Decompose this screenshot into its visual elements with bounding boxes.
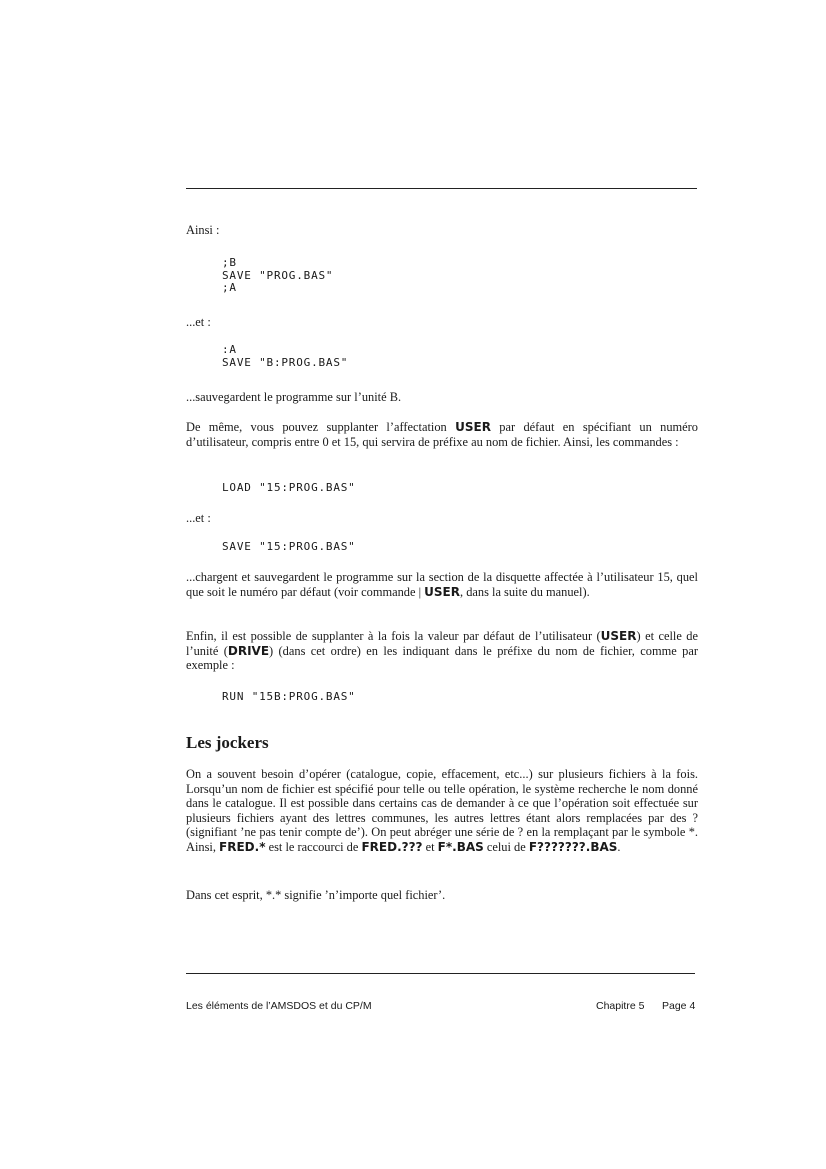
keyword-user: USER [600, 629, 637, 643]
code-line: ;B [222, 256, 237, 269]
paragraph-ainsi: Ainsi : [186, 223, 220, 237]
paragraph-sauvegardent: ...sauvegardent le programme sur l’unité B. [186, 390, 402, 404]
code-line: :A [222, 343, 237, 356]
code-line: SAVE "B:PROG.BAS" [222, 355, 349, 369]
paragraph-chargent: ...chargent et sauvegardent le programme sur la section de la disquette affectée à l’utilisateur 15, quel que soit le numéro par défaut (voir commande | USER, dans la suite du manuel). [186, 570, 698, 599]
code-block-3: LOAD "15:PROG.BAS" [222, 481, 356, 494]
section-heading: Les jockers [186, 733, 269, 752]
bottom-rule [186, 973, 695, 974]
paragraph-enfin: Enfin, il est possible de supplanter à la fois la valeur par défaut de l’utilisateur (USER) et celle de l’unité (DRIVE) (dans cet ordre) en les indiquant dans le préfixe du nom de fichier, comme par exemple : [186, 629, 698, 673]
keyword-fstar-bas: F*.BAS [437, 839, 484, 854]
paragraph-souvent: On a souvent besoin d’opérer (catalogue, copie, effacement, etc...) sur plusieurs fichiers à la fois. Lorsqu’un nom de fichier est spécifié pour telle ou telle opération, le système recherche le nom donné dans le catalogue. Il est possible dans certains cas de demander à ce que l’opération soit effectuée sur plusieurs fichiers ayant des lettres communes, les autres lettres étant alors remplacées par des ? (signifiant ’ne pas tenir compte de’). On peut abréger une série de ? en la remplaçant par le symbole *. Ainsi, FRED.* est le raccourci de FRED.??? et F*.BAS celui de F???????.BAS. [186, 767, 698, 854]
code-block-4: SAVE "15:PROG.BAS" [222, 540, 356, 553]
keyword-user: USER [424, 584, 460, 599]
code-block-5: RUN "15B:PROG.BAS" [222, 690, 356, 703]
keyword-user: USER [455, 420, 491, 434]
footer-chapter: Chapitre 5 [596, 1000, 645, 1012]
paragraph-et-1: ...et : [186, 315, 211, 329]
footer-page: Page 4 [662, 1000, 696, 1012]
footer-title: Les éléments de l’AMSDOS et du CP/M [186, 1000, 372, 1012]
top-rule [186, 188, 697, 189]
keyword-drive: DRIVE [227, 643, 270, 658]
paragraph-esprit: Dans cet esprit, *.* signifie ’n’importe quel fichier’. [186, 888, 446, 902]
paragraph-et-2: ...et : [186, 511, 211, 525]
code-line: SAVE "PROG.BAS" [222, 268, 334, 282]
keyword-fred-star: FRED.* [219, 839, 266, 854]
keyword-fqqq-bas: F???????.BAS [528, 839, 618, 854]
paragraph-de-meme: De même, vous pouvez supplanter l’affectation USER par défaut en spécifiant un numéro d’utilisateur, compris entre 0 et 15, qui servira de préfixe au nom de fichier. Ainsi, les commandes : [186, 420, 698, 449]
code-block-2 [222, 344, 348, 369]
code-line: ;A [222, 281, 237, 294]
code-block-1 [222, 257, 333, 295]
keyword-fred-qqq: FRED.??? [361, 839, 423, 854]
